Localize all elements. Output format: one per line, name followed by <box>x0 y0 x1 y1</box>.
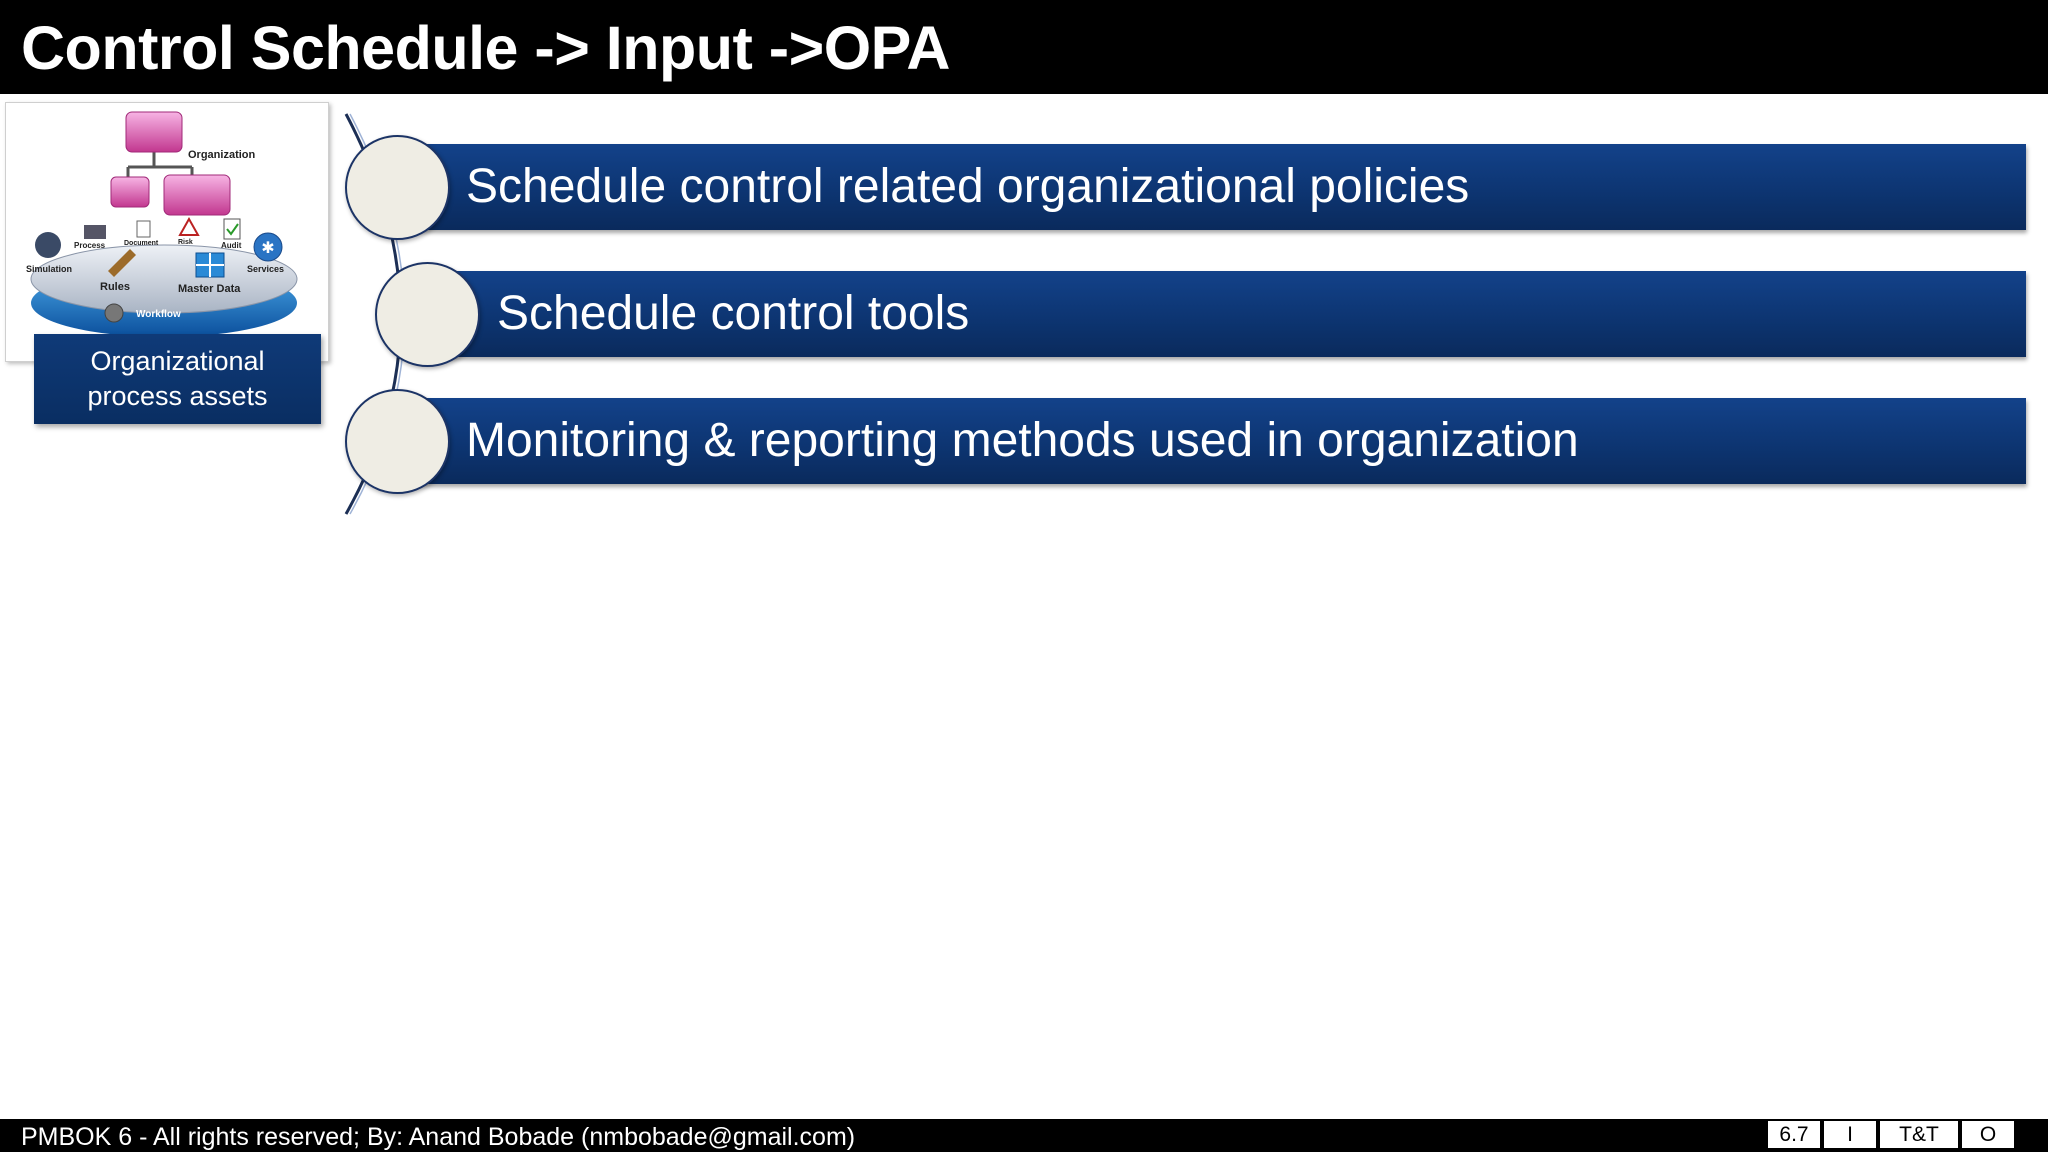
svg-text:Services: Services <box>247 264 285 274</box>
svg-text:Audit: Audit <box>221 241 242 250</box>
footer-copyright: PMBOK 6 - All rights reserved; By: Anand Bobade (nmbobade@gmail.com) <box>21 1123 856 1151</box>
organization-label: Organization <box>188 149 256 161</box>
svg-text:Simulation: Simulation <box>26 264 73 274</box>
item-label-3: Monitoring & reporting methods used in organization <box>466 414 1579 467</box>
svg-text:Master Data: Master Data <box>178 283 241 295</box>
slide-title: Control Schedule -> Input ->OPA <box>21 14 950 82</box>
item-circle-1 <box>345 135 450 240</box>
item-bar-1 <box>400 144 2026 230</box>
item-circle-2 <box>375 262 480 367</box>
svg-text:Process: Process <box>74 241 106 250</box>
nav-tab-section[interactable]: 6.7 <box>1767 1120 1821 1149</box>
svg-text:Workflow: Workflow <box>136 309 181 320</box>
item-bar-3 <box>400 398 2026 484</box>
svg-text:Risk: Risk <box>178 239 193 246</box>
opa-label-text: Organizational process assets <box>87 346 268 411</box>
svg-text:Document: Document <box>124 240 159 247</box>
svg-text:Rules: Rules <box>100 281 130 293</box>
item-label-2: Schedule control tools <box>497 287 970 340</box>
svg-text:✱: ✱ <box>261 238 275 257</box>
item-bar-2 <box>431 271 2026 357</box>
nav-tab-tools-techniques[interactable]: T&T <box>1879 1120 1959 1149</box>
nav-tab-outputs[interactable]: O <box>1961 1120 2015 1149</box>
item-label-1: Schedule control related organizational policies <box>466 160 1470 213</box>
nav-tab-inputs[interactable]: I <box>1823 1120 1877 1149</box>
item-circle-3 <box>345 389 450 494</box>
